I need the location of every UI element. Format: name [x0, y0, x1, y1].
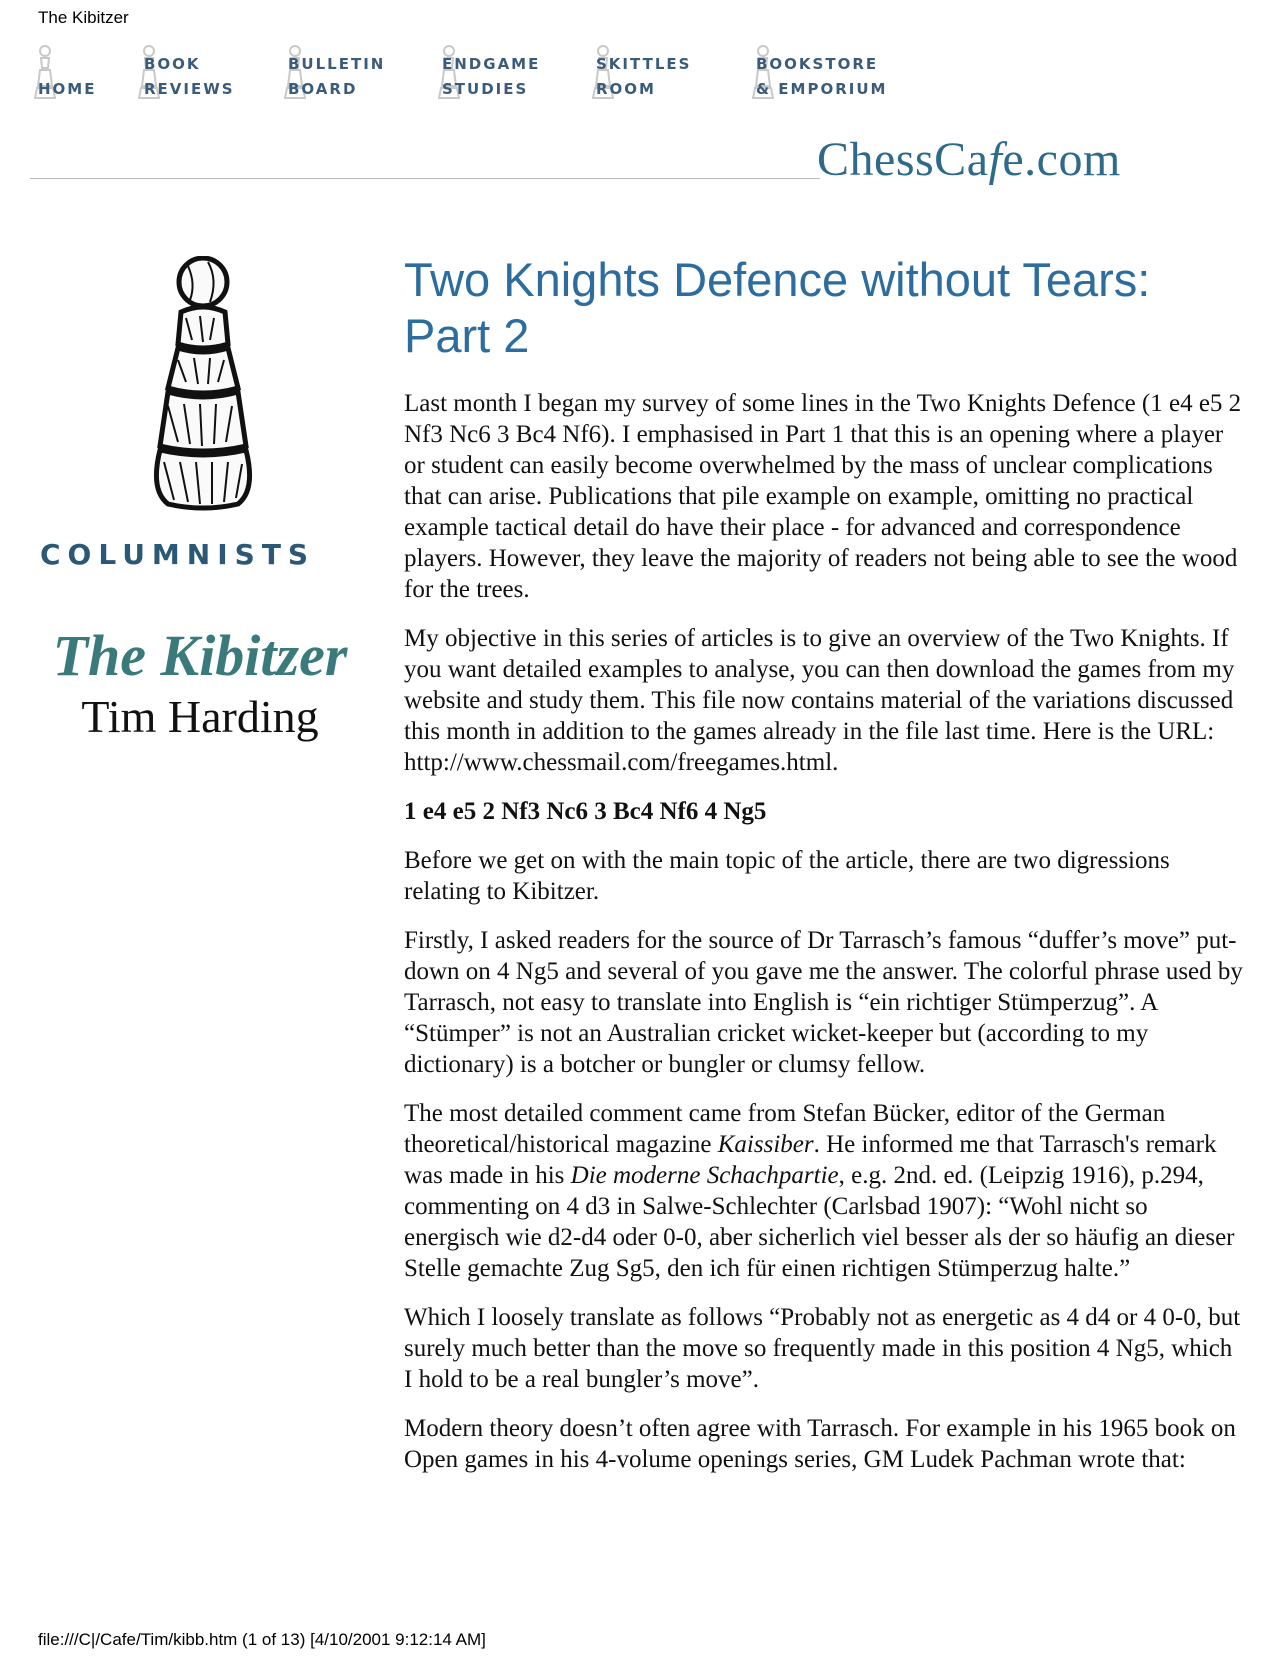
window-title: The Kibitzer	[38, 8, 129, 27]
paragraph-5-text-a: The most detailed comment came from Stefan Bücker, editor of the German theoretical/historical magazine	[404, 1100, 1166, 1158]
header-divider	[30, 178, 820, 179]
chesscafe-logo[interactable]	[817, 132, 1121, 187]
move-sequence: 1 e4 e5 2 Nf3 Nc6 3 Bc4 Nf6 4 Ng5	[404, 798, 767, 825]
nav-book-reviews-line2: REVIEWS	[144, 80, 235, 98]
article-title: Two Knights Defence without Tears: Part 2	[404, 253, 1151, 362]
chess-piece-illustration-icon	[148, 256, 258, 512]
logo-part3: e.com	[1002, 133, 1121, 186]
nav-endgame-studies[interactable]	[434, 42, 564, 102]
paragraph-2: My objective in this series of articles is to give an overview of the Two Knights. If you want detailed examples to analyse, you can then download the games from my website and study them. This file now contains material of the variations discussed this month in addition to the games already in the file last time. Here is the URL: http://www.chessmail.com/freegames.html.	[404, 625, 1235, 776]
article-body	[404, 252, 1246, 1493]
paragraph-7: Modern theory doesn’t often agree with Tarrasch. For example in his 1965 book on Open games in his 4-volume openings series, GM Ludek Pachman wrote that:	[404, 1415, 1236, 1473]
paragraph-5-text-e: , e.g. 2nd. ed. (Leipzig 1916), p.294, commenting on 4 d3 in Salwe-Schlechter (Carlsbad 1907): “Wohl nicht so energisch wie d2-d4 oder 0-0, aber sicherlich viel besser als der so häufig an dieser Stelle gemachte Zug Sg5, den ich für einen richtigen Stümperzug halte.”	[404, 1162, 1235, 1282]
nav-home[interactable]	[30, 42, 120, 102]
paragraph-1: Last month I began my survey of some lines in the Two Knights Defence (1 e4 e5 2 Nf3 Nc6 3 Bc4 Nf6). I emphasised in Part 1 that this is an opening where a player or student can easily become overwhelmed by the mass of unclear complications that can arise. Publications that pile example on example, omitting no practical example tactical detail do have their place - for advanced and correspondence players. However, they leave the majority of readers not being able to see the wood for the trees.	[404, 390, 1242, 603]
paragraph-4: Firstly, I asked readers for the source of Dr Tarrasch’s famous “duffer’s move” put-down on 4 Ng5 and several of you gave me the answer. The colorful phrase used by Tarrasch, not easy to translate into English is “ein richtiger Stümperzug”. A “Stümper” is not an Australian cricket wicket-keeper but (according to my dictionary) is a botcher or bungler or clumsy fellow.	[404, 927, 1243, 1078]
nav-bookstore-emporium[interactable]	[748, 42, 918, 102]
nav-endgame-studies-line1: ENDGAME	[442, 55, 541, 73]
nav-home-label: HOME	[38, 80, 97, 98]
logo-part2: f	[988, 133, 1003, 186]
columnists-label[interactable]: COLUMNISTS	[40, 538, 316, 571]
nav-book-reviews-line1: BOOK	[144, 55, 201, 73]
nav-skittles-room[interactable]	[588, 42, 718, 102]
nav-bulletin-board-line1: BULLETIN	[288, 55, 386, 73]
nav-skittles-room-line2: ROOM	[596, 80, 656, 98]
nav-bookstore-emporium-line2: & EMPORIUM	[756, 80, 888, 98]
column-name: The Kibitzer	[52, 623, 348, 688]
logo-part1: ChessCa	[817, 133, 989, 186]
nav-bulletin-board-line2: BOARD	[288, 80, 358, 98]
paragraph-5-text-c: . He informed me that Tarrasch's remark was made in his	[404, 1131, 1217, 1189]
footer-file-path: file:///C|/Cafe/Tim/kibb.htm (1 of 13) [4/10/2001 9:12:14 AM]	[38, 1630, 486, 1649]
main-nav	[30, 42, 930, 104]
paragraph-5	[404, 1098, 1246, 1284]
nav-endgame-studies-line2: STUDIES	[442, 80, 529, 98]
nav-skittles-room-line1: SKITTLES	[596, 55, 692, 73]
paragraph-6: Which I loosely translate as follows “Probably not as energetic as 4 d4 or 4 0-0, but surely much better than the move so frequently made in this position 4 Ng5, which I hold to be a real bungler’s move”.	[404, 1304, 1241, 1393]
magazine-title: Kaissiber	[717, 1131, 814, 1158]
column-author: Tim Harding	[81, 691, 319, 742]
paragraph-3: Before we get on with the main topic of the article, there are two digressions relating to Kibitzer.	[404, 847, 1170, 905]
nav-bulletin-board[interactable]	[280, 42, 420, 102]
nav-bookstore-emporium-line1: BOOKSTORE	[756, 55, 879, 73]
nav-book-reviews[interactable]	[134, 42, 254, 102]
book-title: Die moderne Schachpartie	[570, 1162, 839, 1189]
